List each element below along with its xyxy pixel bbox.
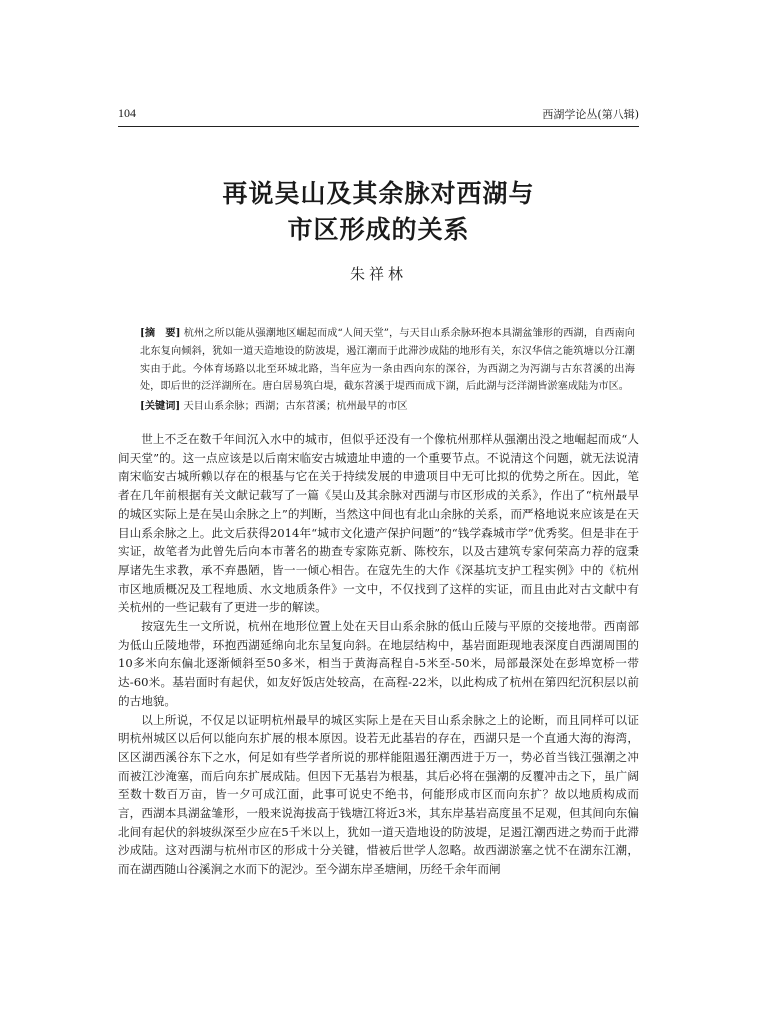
keywords-text: 天目山系余脉；西湖；古东苕溪；杭州最早的市区 — [183, 401, 408, 412]
header-rule — [118, 126, 639, 127]
title-line-2: 市区形成的关系 — [287, 215, 470, 244]
abstract-label: [摘 要] — [140, 327, 181, 339]
article-title — [0, 176, 757, 248]
abstract-text: 杭州之所以能从强潮地区崛起而成“人间天堂”，与天目山系余脉环抱本具湖盆雏形的西湖，自西南向北东复向倾斜，犹如一道天造地设的防波堤，遏江潮而于此滞沙成陆的地形有关，东汉华信之能筑塘以分江潮实由于此。今体育场路以北至环城北路，当年应为一条由西向东的深谷，为西湖之为泻湖与古东苕溪的出海处，即后世的泛洋湖所在。唐白居易筑白堤，截东苕溪于堤西而成下湖，后此湖与泛洋湖皆淤塞成陆为市区。 — [140, 328, 635, 393]
body-paragraph: 世上不乏在数千年间沉入水中的城市，但似乎还没有一个像杭州那样从强潮出没之地崛起而成“人间天堂”的。这一点应该是以后南宋临安古城遗址申遗的一个重要节点。不说清这个问题，就无法说清南宋临安古城所赖以存在的根基与它在关于持续发展的申遗项目中无可比拟的优势之所在。因此，笔者在几年前根据有关文献记载写了一篇《吴山及其余脉对西湖与市区形成的关系》，作出了“杭州最早的城区实际上是在吴山余脉之上”的判断，当然这中间也有北山余脉的关系，而严格地说来应该是在天目山系余脉之上。此文后获得2014年“城市文化遗产保护问题”的“钱学森城市学”优秀奖。但是非在于实证，故笔者为此曾先后向本市著名的勘查专家陈克新、陈校东，以及古建筑专家何荣高力荐的寇秉厚诸先生求教，承不弃愚陋，皆一一倾心相告。在寇先生的大作《深基坑支护工程实例》中的《杭州市区地质概况及工程地质、水文地质条件》一文中，不仅找到了这样的实证，而且由此对古文献中有关杭州的一些记载有了更进一步的解读。 — [118, 432, 639, 615]
page-number: 104 — [118, 106, 136, 120]
title-line-1: 再说吴山及其余脉对西湖与 — [222, 179, 535, 208]
body-paragraph: 按寇先生一文所说，杭州在地形位置上处在天目山系余脉的低山丘陵与平原的交接地带。西南部为低山丘陵地带，环抱西湖延绵向北东呈复向斜。在地层结构中，基岩面距现地表深度自西湖周围的10多米向东偏北逐渐倾斜至50多米，相当于黄海高程自-5米至-50米，局部最深处在彭埠宽桥一带达-60米。基岩面时有起伏，如友好饭店处较高，在高程-22米，以此构成了杭州在第四纪沉积层以前的古地貌。 — [118, 619, 639, 708]
keywords-label: [关键词] — [140, 400, 181, 412]
author-name: 朱祥林 — [349, 265, 407, 283]
running-title: 西湖学论丛(第八辑) — [542, 108, 639, 121]
abstract — [140, 325, 635, 396]
running-header — [118, 106, 639, 126]
body-paragraph: 以上所说，不仅足以证明杭州最早的城区实际上是在天目山系余脉之上的论断，而且同样可以证明杭州城区以后何以能向东扩展的根本原因。设若无此基岩的存在，西湖只是一个直通大海的海湾，区区湖西溪谷东下之水，何足如有些学者所说的那样能阻遏狂潮西进于万一，势必首当钱江强潮之冲而被江沙淹塞，而后向东扩展成陆。但因下无基岩为根基，其后必将在强潮的反覆冲击之下，虽广阔至数十数百万亩，皆一夕可成江面，此事可说史不绝书，何能形成市区而向东扩？故以地质构成而言，西湖本具湖盆雏形，一般来说海拔高于钱塘江将近3米，其东岸基岩高度虽不足观，但其间向东偏北间有起伏的斜坡纵深至少应在5千米以上，犹如一道天造地设的防波堤，足遏江潮西进之势而于此滞沙成陆。这对西湖与杭州市区的形成十分关键，惜被后世学人忽略。故西湖淤塞之忧不在湖东江潮，而在湖西随山谷溪涧之水而下的泥沙。至今湖东岸圣塘闸，历经千余年而闸 — [118, 712, 639, 877]
keywords — [140, 398, 635, 416]
article-body — [118, 430, 639, 879]
